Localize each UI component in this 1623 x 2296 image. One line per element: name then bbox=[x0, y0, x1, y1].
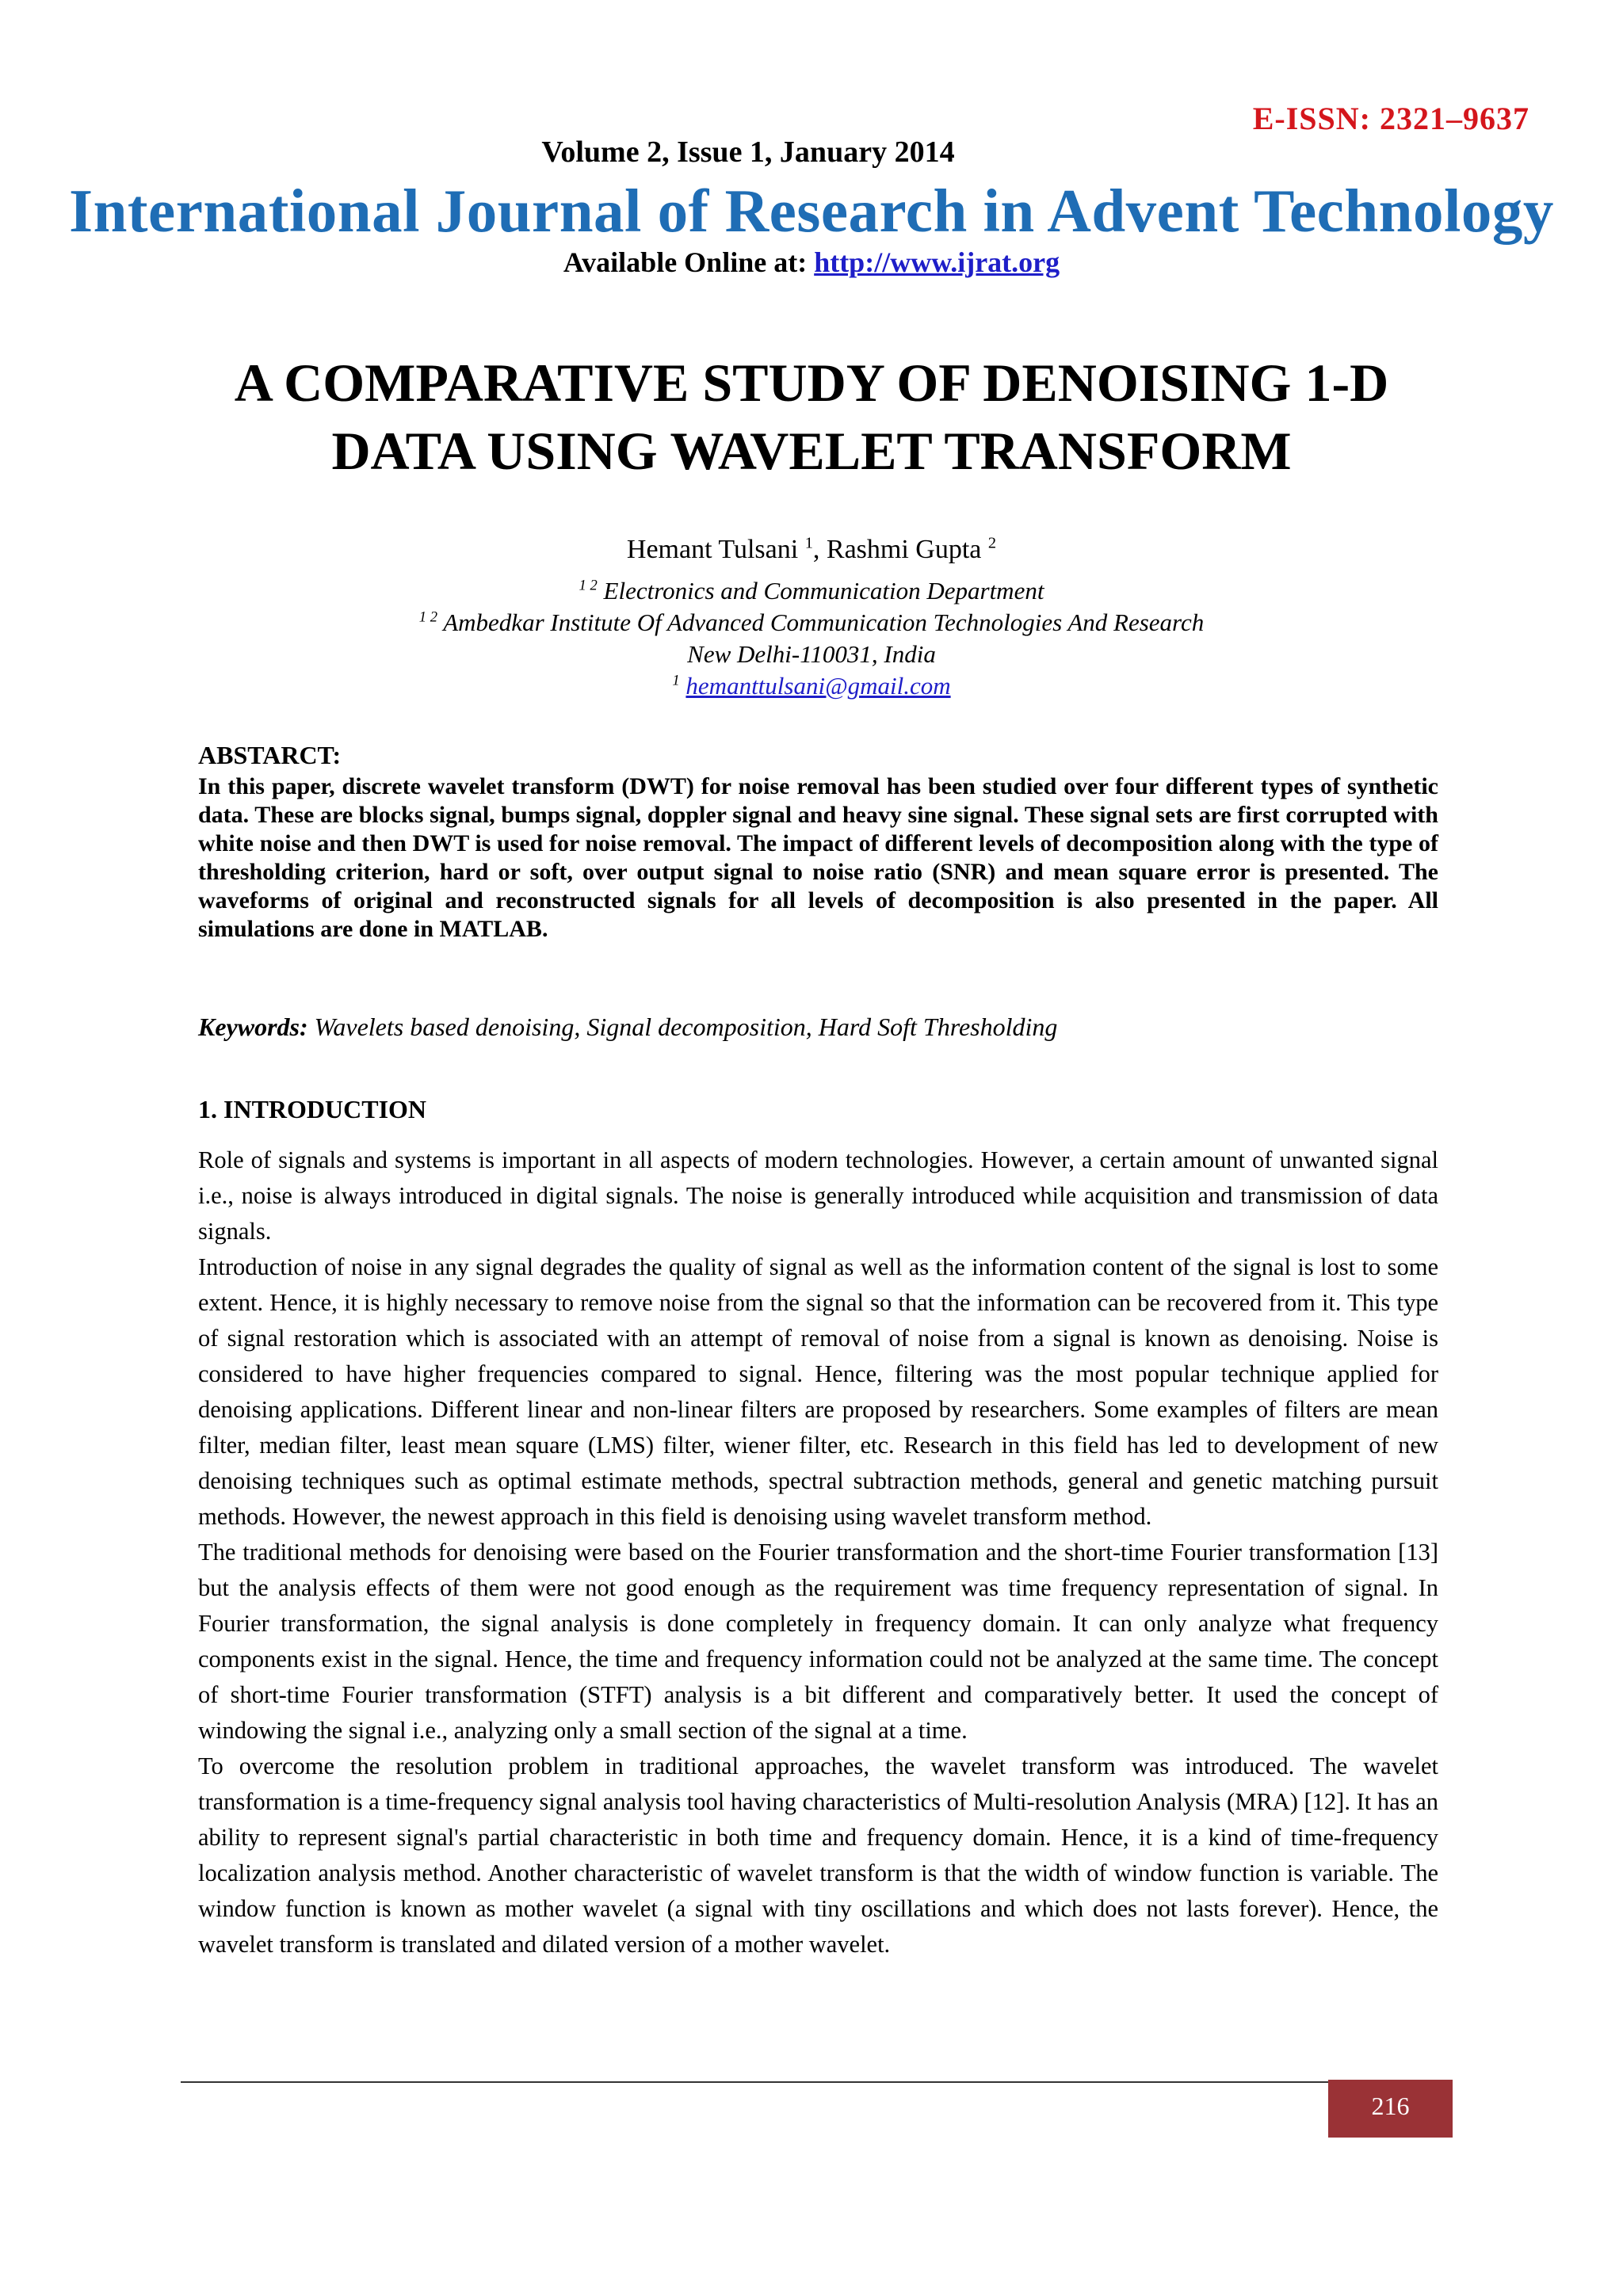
keywords-text: Wavelets based denoising, Signal decomposition, Hard Soft Thresholding bbox=[307, 1013, 1058, 1041]
author-1: Hemant Tulsani bbox=[626, 535, 805, 564]
volume-issue: Volume 2, Issue 1, January 2014 bbox=[541, 135, 955, 169]
author-2-affil: 2 bbox=[987, 534, 997, 552]
abstract-heading: ABSTARCT: bbox=[198, 741, 342, 769]
affiliation-institute bbox=[0, 608, 1623, 637]
paragraph: The traditional methods for denoising were based on the Fourier transformation and the short-time Fourier transformation [13] but the analysis effects of them were not good enough as the requirement was time frequency representation of signal. In Fourier transformation, the signal analysis is done completely in frequency domain. It can only analyze what frequency components exist in the signal. Hence, the time and frequency information could not be analyzed at the same time. The concept of short-time Fourier transformation (STFT) analysis is a bit different and comparatively better. It used the concept of windowing the signal i.e., analyzing only a small section of the signal at a time. bbox=[198, 1539, 1438, 1744]
keywords-label: Keywords: bbox=[198, 1013, 308, 1041]
author-line bbox=[0, 535, 1623, 565]
footer-rule bbox=[181, 2081, 1453, 2083]
keywords bbox=[198, 1013, 1057, 1042]
dept-affil-marks: 1 2 bbox=[579, 577, 598, 594]
issn-label: E-ISSN: 2321–9637 bbox=[1252, 101, 1529, 136]
author-1-affil: 1 bbox=[804, 534, 813, 552]
section-heading-introduction: 1. INTRODUCTION bbox=[198, 1095, 427, 1123]
paper-title bbox=[119, 349, 1504, 485]
paragraph: Role of signals and systems is important in all aspects of modern technologies. However, a certain amount of unwanted signal i.e., noise is always introduced in digital signals. The noise is generally introduced while acquisition and transmission of data signals. bbox=[198, 1146, 1438, 1245]
email-link[interactable]: hemanttulsani@gmail.com bbox=[685, 672, 951, 700]
introduction-body bbox=[198, 1142, 1438, 1962]
online-label: Available Online at: bbox=[563, 246, 815, 278]
author-2: , Rashmi Gupta bbox=[812, 535, 988, 564]
journal-url-link[interactable]: http://www.ijrat.org bbox=[814, 246, 1060, 278]
paragraph: To overcome the resolution problem in traditional approaches, the wavelet transform was introduced. The wavelet transformation is a time-frequency signal analysis tool having characteristics of Multi-resolution Analysis (MRA) [12]. It has an ability to represent signal's partial characteristic in both time and frequency domain. Hence, it is a kind of time-frequency localization analysis method. Another characteristic of wavelet transform is that the width of window function is variable. The window function is known as mother wavelet (a signal with tiny oscillations and which does not lasts forever). Hence, the wavelet transform is translated and dilated version of a mother wavelet. bbox=[198, 1753, 1438, 1958]
title-line-2: DATA USING WAVELET TRANSFORM bbox=[331, 421, 1292, 481]
email-affil-mark: 1 bbox=[672, 672, 680, 689]
inst-affil-marks: 1 2 bbox=[418, 608, 438, 626]
page-number-box: 216 bbox=[1328, 2080, 1453, 2138]
inst-text: Ambedkar Institute Of Advanced Communication Technologies And Research bbox=[437, 608, 1205, 636]
author-email bbox=[0, 672, 1623, 700]
online-availability bbox=[0, 246, 1623, 279]
dept-text: Electronics and Communication Department bbox=[597, 577, 1044, 605]
paragraph: Introduction of noise in any signal degrades the quality of signal as well as the information content of the signal is lost to some extent. Hence, it is highly necessary to remove noise from the signal so that the information can be recovered from it. This type of signal restoration which is associated with an attempt of removal of noise from a signal is known as denoising. Noise is considered to have higher frequencies compared to signal. Hence, filtering was the most popular technique applied for denoising applications. Different linear and non-linear filters are proposed by researchers. Some examples of filters are mean filter, median filter, least mean square (LMS) filter, wiener filter, etc. Research in this field has led to development of new denoising techniques such as optimal estimate methods, spectral subtraction methods, general and genetic matching pursuit methods. However, the newest approach in this field is denoising using wavelet transform method. bbox=[198, 1253, 1438, 1530]
title-line-1: A COMPARATIVE STUDY OF DENOISING 1-D bbox=[234, 353, 1389, 413]
affiliation-department bbox=[0, 577, 1623, 605]
abstract-text: In this paper, discrete wavelet transform (DWT) for noise removal has been studied over four different types of synthetic data. These are blocks signal, bumps signal, doppler signal and heavy sine signal. These signal sets are first corrupted with white noise and then DWT is used for noise removal. The impact of different levels of decomposition along with the type of thresholding criterion, hard or soft, over output signal to noise ratio (SNR) and mean square error is presented. The waveforms of original and reconstructed signals for all levels of decomposition is also presented in the paper. All simulations are done in MATLAB. bbox=[198, 773, 1438, 942]
journal-title: International Journal of Research in Advent Technology bbox=[69, 177, 1554, 245]
affiliation-city: New Delhi-110031, India bbox=[687, 640, 936, 668]
